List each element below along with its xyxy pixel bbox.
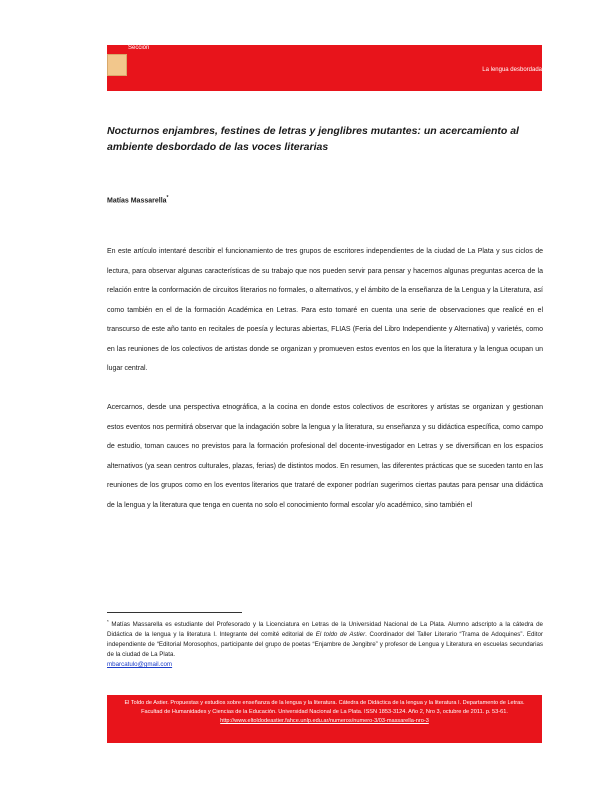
article-title: Nocturnos enjambres, festines de letras y jenglibres mutantes: un acercamiento al ambiente desbordado de las voces literarias — [107, 125, 519, 153]
footnote — [107, 617, 543, 670]
author-name: Matías Massarella — [107, 197, 167, 205]
body-paragraph: En este artículo intentaré describir el funcionamiento de tres grupos de escritores independientes de la ciudad de La Plata y sus ciclos de lectura, para observar algunas características de su trabajo que nos pueden servir para pensar y hacernos algunas preguntas acerca de la relación entre la conformación de circuitos literarios no formales, o alternativos, y el ámbito de la enseñanza de la Lengua y la Literatura, así como también en el de la formación Académica en Letras. Para esto tomaré en cuenta una serie de observaciones que realicé en el transcurso de este año tanto en recitales de poesía y lecturas abiertas, FLIAS (Feria del Libro Independiente y Alternativa) y varietés, como en las reuniones de los colectivos de artistas donde se organizan y promueven estos eventos en los que la literatura y la lengua ocupan un lugar central. — [107, 248, 543, 372]
footer-citation-box — [107, 695, 542, 743]
header-band — [107, 45, 542, 91]
journal-logo — [107, 54, 127, 76]
footnote-text: Matías Massarella es estudiante del Profesorado y la Licenciatura en Letras de la Universidad Nacional de La Plata. Alumno adscripto a la cátedra de Didáctica de la lengua y la literatura I. Integrante del comité editorial de — [107, 621, 543, 639]
author-footnote-marker[interactable]: * — [166, 195, 169, 201]
footer-article-link[interactable]: http://www.eltoldodeastier.fahce.unlp.edu.ar/numeros/numero-3/03-massarella-nro-3 — [220, 718, 429, 724]
header-running-title: La lengua desbordada — [482, 67, 542, 73]
author-line — [107, 195, 169, 204]
article-body — [107, 242, 543, 535]
footer-citation-text: El Toldo de Astier. Propuestas y estudios sobre enseñanza de la lengua y la literatura. Cátedra de Didáctica de la lengua y la literatura I. Departamento de Letras. Facultad de Humanidades y Ciencias de la Educación. Universidad Nacional de La Plata. ISSN 1853-3124. Año 2, Nro 3, octubre de 2011. p. 53-61. — [124, 700, 525, 715]
header-section-label: Sección — [128, 45, 150, 51]
footnote-divider — [107, 612, 242, 613]
footnote-text-continued: . Coordinador del Taller Literario “Trama de Adoquines”. Editor independiente de “Editorial Morosophos, participante del grupo de poetas “Enjambre de Jengibre” y profesor de Lengua y Literatura en escuelas secundarias de la ciudad de La Plata. — [107, 631, 543, 659]
footnote-journal-name: El toldo de Astier — [315, 631, 366, 639]
body-paragraph: Acercarnos, desde una perspectiva etnográfica, a la cocina en donde estos colectivos de escritores y artistas se organizan y gestionan estos eventos nos permitirá observar que la indagación sobre la lengua y la literatura, su enseñanza y su didáctica específica, como campo de estudio, toman cauces no previstos para la formación profesional del docente-investigador en Letras y se diversifican en los espacios alternativos (ya sean centros culturales, plazas, ferias) de distintos modos. En resumen, las diferentes prácticas que se suceden tanto en las reuniones de los grupos como en los eventos literarios que trataré de exponer podrían sugerirnos ciertas pautas para pensar una didáctica de la lengua y la literatura que tenga en cuenta no solo el conocimiento formal escolar y/o académico, sino también el — [107, 404, 543, 509]
author-email-link[interactable]: mbarcatulo@gmail.com — [107, 661, 173, 669]
footnote-marker: * — [107, 619, 109, 624]
